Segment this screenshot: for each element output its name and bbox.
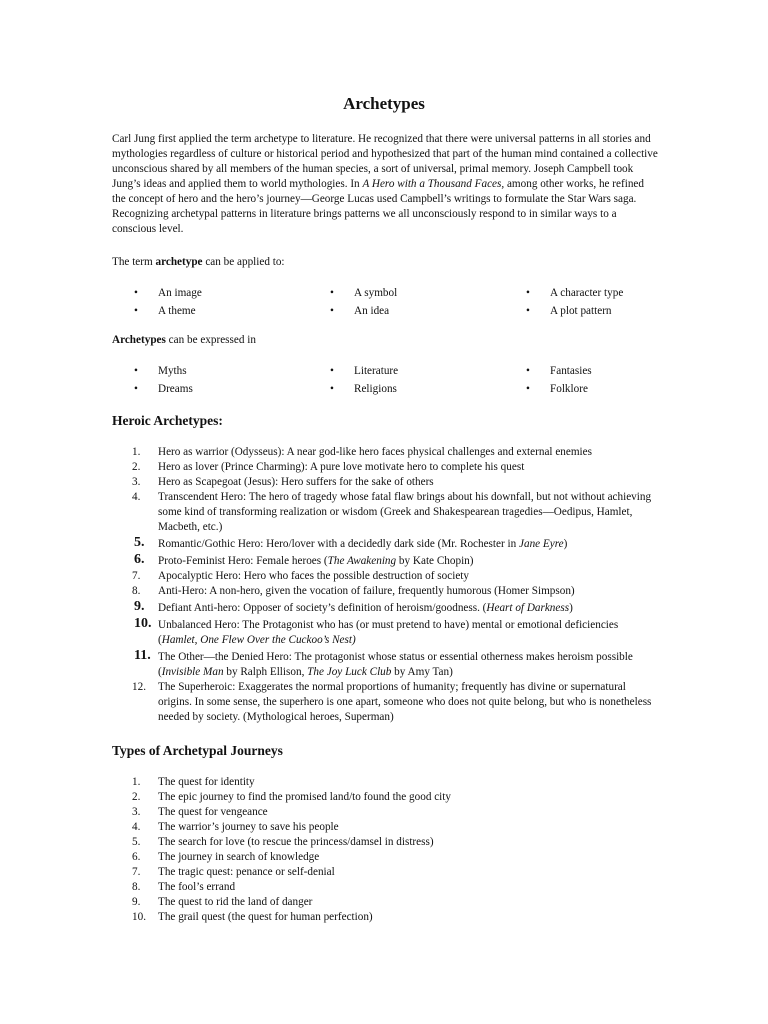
list-number: 3. (132, 476, 141, 488)
list-number: 3. (132, 806, 141, 818)
item-text: Anti-Hero: A non-hero, given the vocation of failure, frequently humorous (Homer Simpson) (158, 585, 575, 597)
journey-item (112, 880, 660, 895)
work-title: Invisible Man (161, 666, 224, 678)
list-number: 9. (134, 599, 145, 614)
item-text: The journey in search of knowledge (158, 851, 320, 863)
journey-item (112, 910, 660, 925)
expressed-in-list (134, 363, 694, 398)
list-number: 7. (132, 570, 141, 582)
list-number: 10. (134, 616, 152, 631)
hero-item (112, 650, 660, 680)
list-number: 4. (132, 821, 141, 833)
expressed-line (112, 333, 660, 348)
list-item: • Folklore (526, 381, 694, 399)
item-text: Proto-Feminist Hero: Female heroes ( (158, 555, 328, 567)
journey-item (112, 850, 660, 865)
list-number: 11. (134, 648, 151, 663)
item-text: The Other—the Denied Hero: The protagonist whose status or essential otherness makes heroism possible ( (158, 651, 633, 678)
journey-item (112, 790, 660, 805)
page-title: Archetypes (343, 94, 425, 113)
hero-item (112, 601, 660, 616)
item-text: The epic journey to find the promised land/to found the good city (158, 791, 451, 803)
list-item: • An idea (330, 303, 526, 321)
list-number: 7. (132, 866, 141, 878)
item-text: ) (569, 602, 573, 614)
expressed-bold: Archetypes (112, 334, 166, 346)
list-number: 5. (134, 535, 145, 550)
list-item: • Dreams (134, 381, 330, 399)
list-number: 10. (132, 911, 146, 923)
hero-item (112, 680, 660, 725)
list-item: • Literature (330, 363, 526, 381)
list-number: 6. (134, 552, 145, 567)
heroic-archetypes-list (112, 445, 660, 725)
hero-item (112, 584, 660, 599)
journey-item (112, 805, 660, 820)
journeys-heading: Types of Archetypal Journeys (112, 743, 283, 758)
item-text: The quest to rid the land of danger (158, 896, 313, 908)
item-text: The search for love (to rescue the princess/damsel in distress) (158, 836, 434, 848)
item-text: Transcendent Hero: The hero of tragedy whose fatal flaw brings about his downfall, but not without achieving some kind of transforming realization or wisdom (Greek and Shakespearean tragedies—Oedipus, Hamlet, Macbeth, etc.) (158, 491, 652, 533)
journey-item (112, 775, 660, 790)
list-number: 9. (132, 896, 141, 908)
item-text: The quest for vengeance (158, 806, 268, 818)
term-line (112, 255, 660, 270)
hero-item (112, 445, 660, 460)
term-bold: archetype (155, 256, 203, 268)
list-item: • A character type (526, 285, 694, 303)
item-text: Defiant Anti-hero: Opposer of society’s definition of heroism/goodness. ( (158, 602, 487, 614)
work-title: Jane Eyre (519, 538, 564, 550)
intro-book-title: A Hero with a Thousand Faces, (362, 178, 505, 190)
list-item: • A theme (134, 303, 330, 321)
hero-item (112, 618, 660, 648)
item-text: by Amy Tan) (391, 666, 453, 678)
item-text: The warrior’s journey to save his people (158, 821, 339, 833)
list-item: • Fantasies (526, 363, 694, 381)
work-title: Hamlet, One Flew Over the Cuckoo’s Nest) (161, 634, 356, 646)
item-text: Apocalyptic Hero: Hero who faces the possible destruction of society (158, 570, 469, 582)
journeys-list (112, 775, 660, 925)
work-title: The Awakening (327, 555, 397, 567)
journey-item (112, 835, 660, 850)
hero-item (112, 537, 660, 552)
journey-item (112, 820, 660, 835)
item-text: Hero as lover (Prince Charming): A pure love motivate hero to complete his quest (158, 461, 525, 473)
item-text: Unbalanced Hero: The Protagonist who has (or must pretend to have) mental or emotional deficiencies ( (158, 619, 619, 646)
list-number: 6. (132, 851, 141, 863)
list-number: 12. (132, 681, 146, 693)
item-text: The Superheroic: Exaggerates the normal proportions of humanity; frequently has divine or supernatural origins. In some sense, the superhero is one apart, someone who does not quite belong, but who is nonetheless needed by society. (Mythological heroes, Superman) (158, 681, 652, 723)
hero-item (112, 475, 660, 490)
hero-item (112, 490, 660, 535)
list-item: • Religions (330, 381, 526, 399)
list-number: 5. (132, 836, 141, 848)
journey-item (112, 895, 660, 910)
list-number: 4. (132, 491, 141, 503)
intro-paragraph (112, 132, 660, 237)
item-text: The grail quest (the quest for human perfection) (158, 911, 373, 923)
intro-text-2: among other works, he refined the concept of hero and the hero’s journey—George Lucas used Campbell’s writings to formulate the Star Wars saga. Recognizing archetypal patterns in literature brings patterns we all unconsciously respond to in similar ways to a conscious level. (112, 178, 644, 235)
applied-to-list (134, 285, 694, 320)
list-item: • A symbol (330, 285, 526, 303)
list-number: 2. (132, 791, 141, 803)
hero-item (112, 460, 660, 475)
item-text: The fool’s errand (158, 881, 236, 893)
hero-item (112, 569, 660, 584)
item-text: Romantic/Gothic Hero: Hero/lover with a decidedly dark side (Mr. Rochester in (158, 538, 520, 550)
list-number: 8. (132, 585, 141, 597)
journey-item (112, 865, 660, 880)
item-text: ) (563, 538, 568, 550)
expressed-suffix: can be expressed in (165, 334, 256, 346)
list-number: 1. (132, 446, 141, 458)
list-item: • Myths (134, 363, 330, 381)
item-text: by Ralph Ellison, (223, 666, 308, 678)
item-text: The quest for identity (158, 776, 255, 788)
item-text: The tragic quest: penance or self-denial (158, 866, 335, 878)
list-number: 8. (132, 881, 141, 893)
term-suffix: can be applied to: (202, 256, 285, 268)
work-title: The Joy Luck Club (307, 666, 392, 678)
list-number: 2. (132, 461, 141, 473)
item-text: by Kate Chopin) (396, 555, 474, 567)
heroic-archetypes-heading: Heroic Archetypes: (112, 413, 223, 428)
list-item: • A plot pattern (526, 303, 694, 321)
hero-item (112, 554, 660, 569)
list-item: • An image (134, 285, 330, 303)
intro-text-1: Carl Jung first applied the term archetype to literature. He recognized that there were universal patterns in all stories and mythologies regardless of culture or historical period and hypothesized that part of the human mind contained a collective unconscious shared by all members of the human species, a sort of universal, primal memory. Joseph Campbell took Jung’s ideas and applied them to world mythologies. In (112, 133, 658, 190)
item-text: Hero as warrior (Odysseus): A near god-like hero faces physical challenges and external enemies (158, 446, 592, 458)
item-text: Hero as Scapegoat (Jesus): Hero suffers for the sake of others (158, 476, 434, 488)
list-number: 1. (132, 776, 141, 788)
work-title: Heart of Darkness (486, 602, 570, 614)
term-prefix: The term (112, 256, 156, 268)
